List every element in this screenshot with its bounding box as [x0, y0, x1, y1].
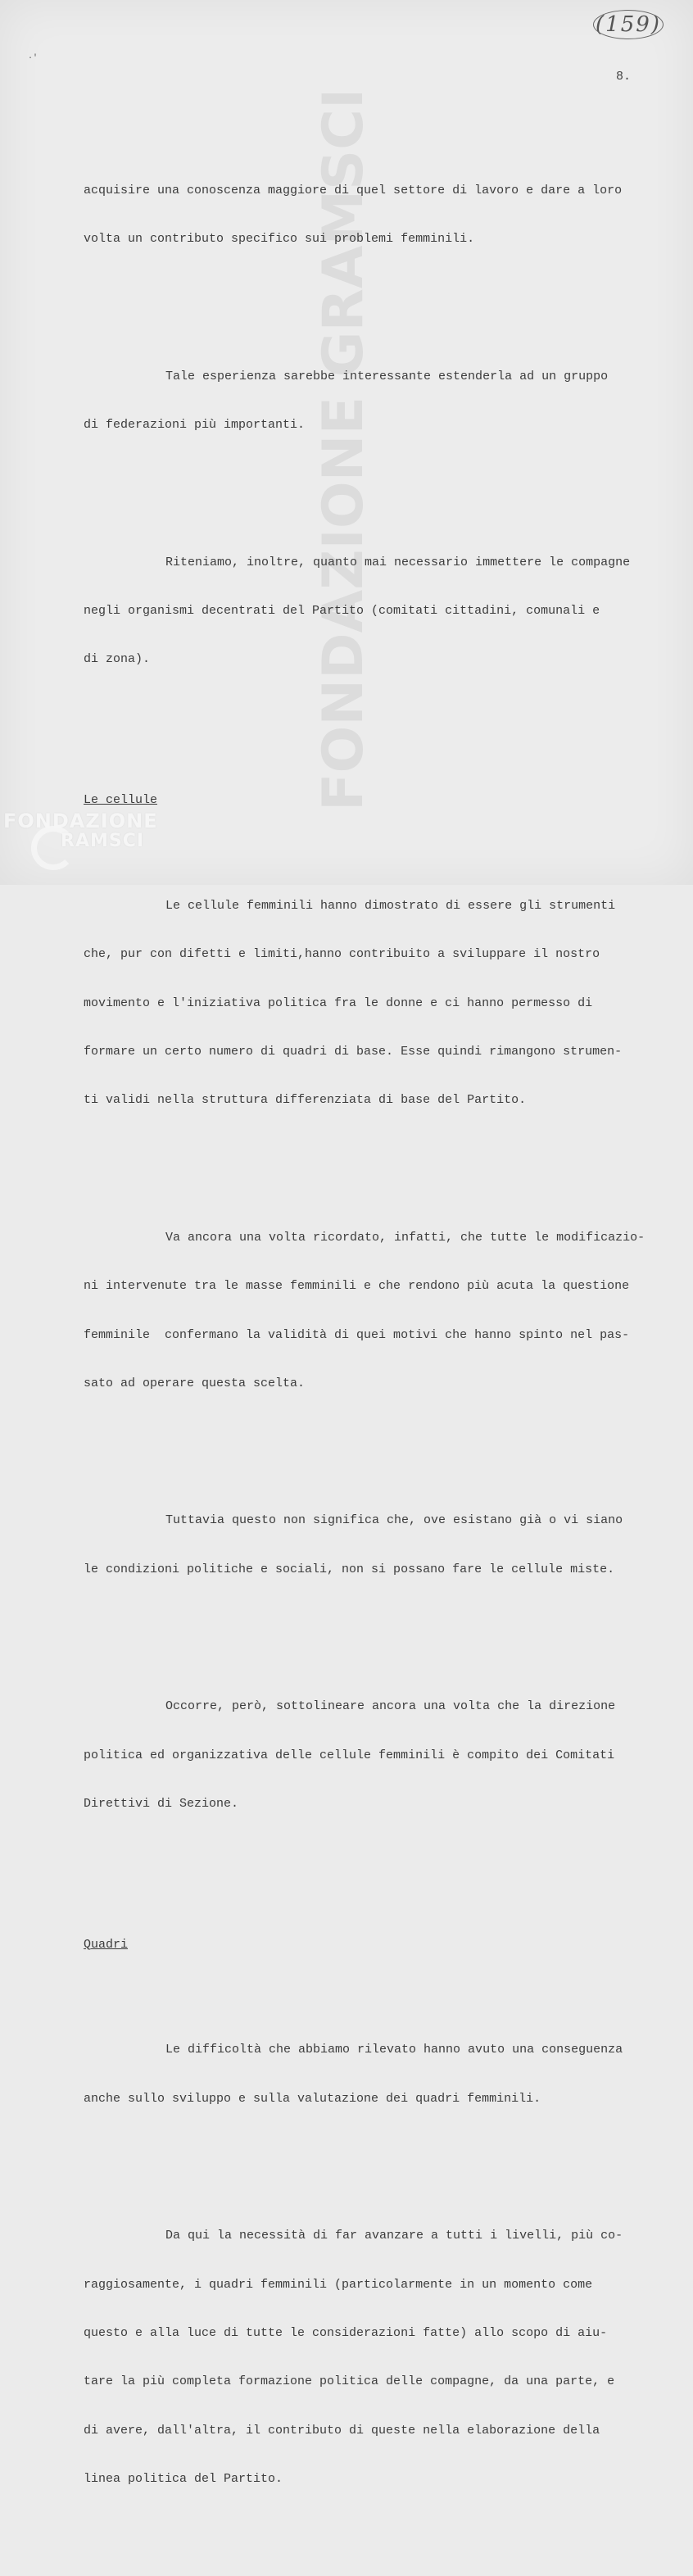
text-line: sato ad operare questa scelta. [84, 1376, 306, 1390]
paragraph-3 [84, 522, 677, 701]
text-line: Da qui la necessità di far avanzare a tutti i livelli, più co- [165, 2229, 623, 2243]
text-line: femminile confermano la validità di quei motivi che hanno spinto nel pas- [84, 1327, 630, 1342]
section-heading-cellule: Le cellule [84, 793, 158, 808]
archive-page-stamp: (159) [590, 8, 667, 41]
text-line: questo e alla luce di tutte le considerazioni fatte) allo scopo di aiu- [84, 2326, 608, 2340]
text-line: di federazioni più importanti. [84, 418, 306, 433]
text-line: Va ancora una volta ricordato, infatti, che tutte le modificazio- [165, 1230, 645, 1245]
text-line: di avere, dall'altra, il contributo di queste nella elaborazione della [84, 2423, 600, 2438]
paragraph-6 [84, 1481, 677, 1610]
logo-text-top: FONDAZIONE [3, 810, 158, 832]
text-line: politica ed organizzativa delle cellule femminili è compito dei Comitati [84, 1748, 615, 1762]
text-line: le condizioni politiche e sociali, non si possano fare le cellule miste. [84, 1562, 615, 1576]
text-line: acquisire una conoscenza maggiore di quel settore di lavoro e dare a loro [84, 183, 623, 197]
text-line: linea politica del Partito. [84, 2472, 283, 2487]
text-line: anche sullo sviluppo e sulla valutazione dei quadri femminili. [84, 2091, 541, 2106]
text-line: Riteniamo, inoltre, quanto mai necessario immettere le compagne [165, 555, 631, 569]
stray-mark: ·' [28, 54, 38, 63]
typed-text-body [84, 102, 677, 2576]
text-line: ni intervenute tra le masse femminili e che rendono più acuta la questione [84, 1279, 630, 1294]
page-number: 8. [616, 70, 632, 84]
text-line: movimento e l'iniziativa politica fra le donne e ci hanno permesso di [84, 995, 593, 1010]
text-line: volta un contributo specifico sui problemi femminili. [84, 232, 475, 247]
text-line: formare un certo numero di quadri di base. Esse quindi rimangono strumen- [84, 1045, 623, 1059]
paragraph-8 [84, 2010, 677, 2139]
fondazione-gramsci-logo [3, 810, 175, 875]
paragraph-1 [84, 150, 677, 279]
text-line: raggiosamente, i quadri femminili (particolarmente in un momento come [84, 2277, 593, 2292]
paragraph-9 [84, 2196, 677, 2520]
logo-text-bottom: RAMSCI [61, 831, 145, 851]
text-line: Tuttavia questo non significa che, ove esistano già o vi siano [165, 1513, 623, 1528]
text-line: Tale esperienza sarebbe interessante estenderla ad un gruppo [165, 369, 609, 383]
paragraph-4 [84, 865, 677, 1141]
text-line: negli organismi decentrati del Partito (comitati cittadini, comunali e [84, 603, 600, 618]
paragraph-5 [84, 1197, 677, 1424]
text-line: Le cellule femminili hanno dimostrato di essere gli strumenti [165, 898, 616, 913]
paragraph-7 [84, 1667, 677, 1845]
text-line: Le difficoltà che abbiamo rilevato hanno avuto una conseguenza [165, 2043, 623, 2057]
section-heading-quadri: Quadri [84, 1937, 129, 1952]
archive-watermark: FONDAZIONE GRAMSCI [311, 88, 376, 811]
text-line: ti validi nella struttura differenziata di base del Partito. [84, 1093, 527, 1108]
paragraph-2 [84, 336, 677, 465]
text-line: Occorre, però, sottolineare ancora una volta che la direzione [165, 1699, 616, 1714]
text-line: tare la più completa formazione politica delle compagne, da una parte, e [84, 2374, 615, 2389]
text-line: che, pur con difetti e limiti,hanno contribuito a sviluppare il nostro [84, 947, 600, 962]
text-line: Direttivi di Sezione. [84, 1796, 239, 1811]
text-line: di zona). [84, 652, 151, 667]
